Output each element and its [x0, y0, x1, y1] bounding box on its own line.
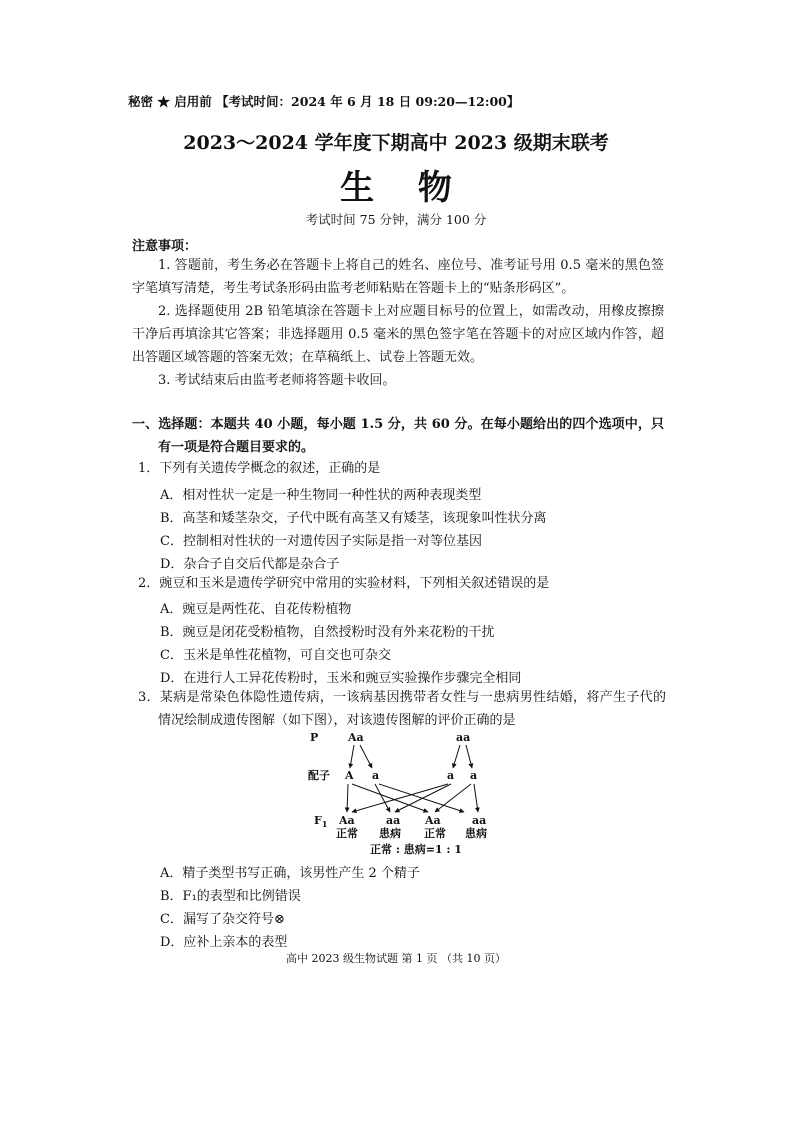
notice-item-1: 1. 答题前，考生务必在答题卡上将自己的姓名、座位号、准考证号用 0.5 毫米的黑色签字笔填写清楚，考生考试条形码由监考老师粘贴在答题卡上的“贴条形码区”。: [132, 258, 664, 296]
question-3-option-b: B．F₁的表型和比例错误: [160, 889, 301, 904]
offspring-3-genotype: Aa: [425, 814, 441, 827]
question-3-stem: 3．某病是常染色体隐性遗传病，一该病基因携带者女性与一患病男性结婚，将产生子代的情况绘制成遗传图解（如下图），对该遗传图解的评价正确的是: [138, 690, 666, 728]
arrow-a2-to-offspring-2: [395, 784, 451, 812]
offspring-4-phenotype: 患病: [465, 827, 487, 840]
exam-title: 2023～2024 学年度下期高中 2023 级期末联考: [183, 132, 609, 154]
parent-2-genotype: aa: [456, 731, 471, 744]
question-2-option-d: D．在进行人工异花传粉时，玉米和豌豆实验操作步骤完全相同: [160, 671, 522, 686]
offspring-1-genotype: Aa: [339, 814, 355, 827]
question-1-option-b: B．高茎和矮茎杂交，子代中既有高茎又有矮茎，该现象叫性状分离: [160, 511, 547, 526]
question-1-option-a: A．相对性状一定是一种生物同一种性状的两种表现类型: [160, 488, 482, 503]
arrow-p1-to-gamete-A: [350, 745, 354, 768]
exam-info: 考试时间 75 分钟，满分 100 分: [305, 212, 487, 227]
offspring-3-phenotype: 正常: [424, 827, 446, 840]
question-2-option-b: B．豌豆是闭花受粉植物，自然授粉时没有外来花粉的干扰: [160, 625, 495, 640]
gamete-label: 配子: [308, 769, 330, 782]
arrow-p1-to-gamete-a: [360, 745, 372, 768]
gamete-a-1: a: [372, 769, 380, 782]
arrow-a-to-offspring-2: [375, 784, 390, 812]
subject-title: 生 物: [340, 168, 468, 208]
gamete-A: A: [345, 769, 354, 782]
arrow-A-to-offspring-1: [347, 784, 348, 812]
offspring-2-genotype: aa: [386, 814, 401, 827]
arrow-a3-to-offspring-3: [435, 784, 471, 812]
question-2-option-a: A．豌豆是两性花、自花传粉植物: [160, 602, 352, 617]
genetic-cross-diagram: [300, 728, 510, 858]
page-footer: 高中 2023 级生物试题 第 1 页 （共 10 页）: [286, 952, 506, 965]
exam-header: 秘密 ★ 启用前 【考试时间：2024 年 6 月 18 日 09:20—12:00】: [128, 94, 520, 109]
question-1-option-d: D．杂合子自交后代都是杂合子: [160, 557, 340, 572]
offspring-2-phenotype: 患病: [379, 827, 401, 840]
arrow-A-to-offspring-3: [352, 784, 428, 812]
question-2-stem: 2．豌豆和玉米是遗传学研究中常用的实验材料，下列相关叙述错误的是: [138, 576, 550, 591]
question-2-option-c: C．玉米是单性花植物，可自交也可杂交: [160, 648, 391, 663]
gamete-a-2: a: [447, 769, 455, 782]
phenotype-ratio: 正常 : 患病=1 : 1: [370, 843, 462, 856]
arrow-a-to-offspring-4: [379, 784, 464, 812]
arrow-a3-to-offspring-4: [474, 784, 478, 812]
question-3-option-d: D．应补上亲本的表型: [160, 935, 288, 950]
gamete-a-3: a: [470, 769, 478, 782]
question-1-stem: 1．下列有关遗传学概念的叙述，正确的是: [138, 461, 381, 476]
question-3-option-a: A．精子类型书写正确，该男性产生 2 个精子: [160, 866, 420, 881]
p-label: P: [310, 731, 319, 744]
question-3-option-c: C．漏写了杂交符号⊗: [160, 912, 285, 927]
notice-item-2: 2. 选择题使用 2B 铅笔填涂在答题卡上对应题目标号的位置上，如需改动，用橡皮擦擦干净后再填涂其它答案；非选择题用 0.5 毫米的黑色签字笔在答题卡的对应区域内作答，超出答题区域答题的答案无效；在草稿纸上、试卷上答题无效。: [132, 304, 664, 365]
f1-label: $F_1$: [314, 814, 328, 829]
parent-1-genotype: Aa: [348, 731, 364, 744]
arrow-a2-to-offspring-1: [352, 784, 448, 812]
arrow-p2-to-gamete-a1: [453, 745, 460, 768]
notice-heading: 注意事项：: [132, 239, 198, 254]
offspring-1-phenotype: 正常: [336, 827, 358, 840]
question-1-option-c: C．控制相对性状的一对遗传因子实际是指一对等位基因: [160, 534, 482, 549]
section-heading: 一、选择题：本题共 40 小题，每小题 1.5 分，共 60 分。在每小题给出的四个选项中，只有一项是符合题目要求的。: [132, 417, 664, 455]
offspring-4-genotype: aa: [472, 814, 487, 827]
notice-item-3: 3. 考试结束后由监考老师将答题卡收回。: [158, 373, 396, 388]
arrow-p2-to-gamete-a2: [466, 745, 472, 768]
